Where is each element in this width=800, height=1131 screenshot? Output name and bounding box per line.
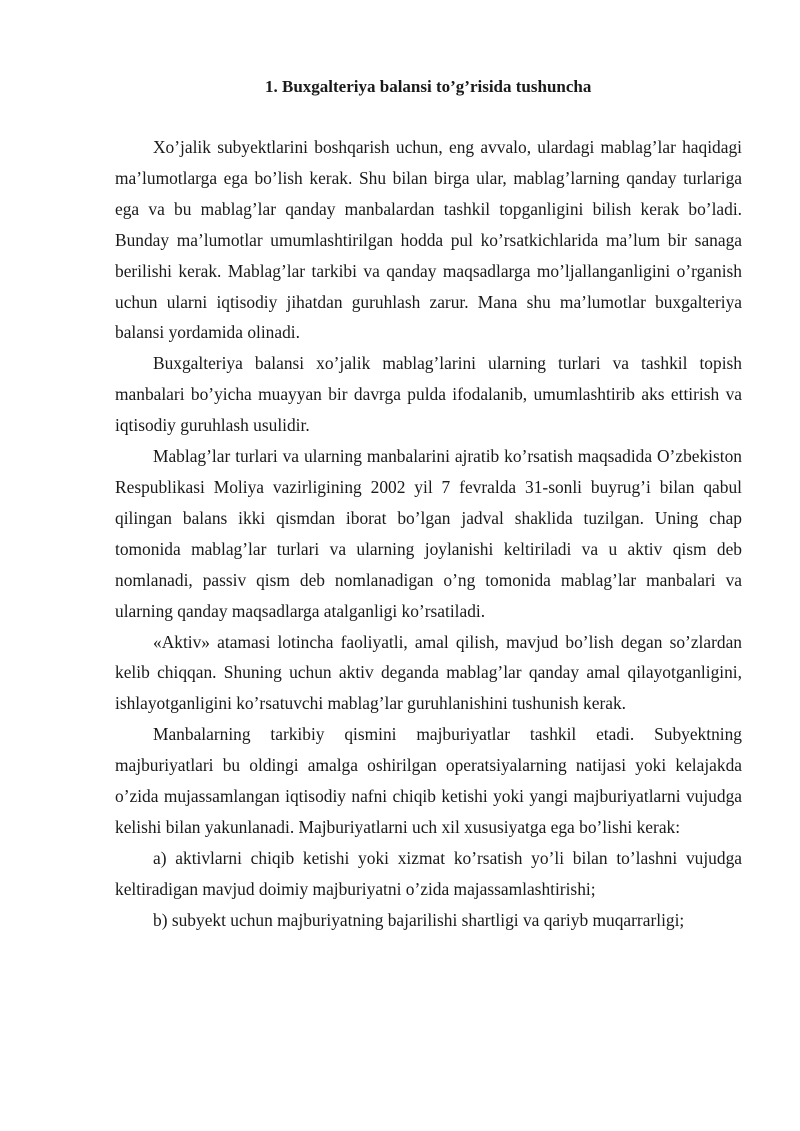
list-item-b: b) subyekt uchun majburiyatning bajarilishi shartligi va qariyb muqarrarligi; [153,909,685,930]
section-heading: 1. Buxgalteriya balansi to’g’risida tushuncha [265,77,592,96]
paragraph: Xo’jalik subyektlarini boshqarish uchun, eng avvalo, ulardagi mablag’lar haqidagi ma’lumotlarga ega bo’lish kerak. Shu bilan birga ular, mablag’larning qanday turlariga ega va bu mablag’lar qanday manbalardan tashkil topganligini bilish kerak bo’ladi. Bunday ma’lumotlar umumlashtirilgan hodda pul ko’rsatkichlarida ma’lum bir sanaga berilishi kerak. Mablag’lar tarkibi va qanday maqsadlarga mo’ljallanganligini o’rganish uchun ularni iqtisodiy jihatdan guruhlash zarur. Mana shu ma’lumotlar buxgalteriya balansi yordamida olinadi. [115,137,742,343]
paragraph: Manbalarning tarkibiy qismini majburiyatlar tashkil etadi. Subyektning majburiyatlari bu oldingi amalga oshirilgan operatsiyalarning natijasi yoki kelajakda o’zida mujassamlangan iqtisodiy nafni chiqib ketishi yoki yangi majburiyatlarni vujudga kelishi bilan yakunlanadi. Majburiyatlarni uch xil xususiyatga ega bo’lishi kerak: [115,724,742,837]
paragraph: «Aktiv» atamasi lotincha faoliyatli, amal qilish, mavjud bo’lish degan so’zlardan kelib chiqqan. Shuning uchun aktiv deganda mablag’lar qanday amal qilayotganligini, ishlayotganligini ko’rsatuvchi mablag’lar guruhlanishini tushunish kerak. [115,631,742,714]
paragraph: Buxgalteriya balansi xo’jalik mablag’larini ularning turlari va tashkil topish manbalari bo’yicha muayyan bir davrga pulda ifodalanib, umumlashtirib aks ettirish va iqtisodiy guruhlash usulidir. [115,353,742,436]
paragraph: Mablag’lar turlari va ularning manbalarini ajratib ko’rsatish maqsadida O’zbekiston Respublikasi Moliya vazirligining 2002 yil 7 fevralda 31-sonli buyrug’i bilan qabul qilingan balans ikki qismdan iborat bo’lgan jadval shaklida tuzilgan. Uning chap tomonida mablag’lar turlari va ularning joylanishi keltiriladi va u aktiv qism deb nomlanadi, passiv qism deb nomlanadigan o’ng tomonida mablag’lar manbalari va ularning qanday maqsadlarga atalganligi ko’rsatiladi. [115,446,742,621]
list-item-a: a) aktivlarni chiqib ketishi yoki xizmat ko’rsatish yo’li bilan to’lashni vujudga keltiradigan mavjud doimiy majburiyatni o’zida majassamlashtirishi; [115,847,742,899]
document-page [115,72,742,936]
body-text [115,132,742,936]
